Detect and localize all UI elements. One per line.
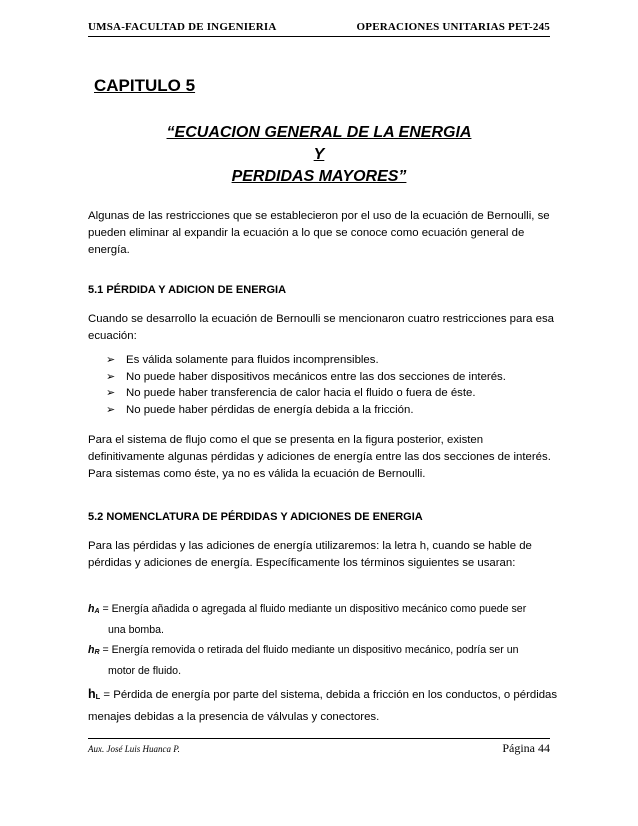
page-number: Página 44 [502, 741, 550, 755]
header-course: OPERACIONES UNITARIAS PET-245 [356, 21, 550, 33]
symbol-h: h [88, 603, 95, 615]
definition-hl [88, 684, 558, 727]
definition-continuation: motor de fluido. [108, 665, 182, 677]
footer-author: Aux. José Luis Huanca P. [88, 744, 180, 754]
section-2-heading: 5.2 NOMENCLATURA DE PÉRDIDAS Y ADICIONES DE ENERGIA [88, 511, 423, 523]
section-2-paragraph-1: Para las pérdidas y las adiciones de energía utilizaremos: la letra h, cuando se hable de pérdidas y adiciones de energía. Específicamente los términos siguientes se usaran: [88, 540, 532, 569]
arrow-bullet-icon: ➢ [106, 387, 116, 399]
intro-paragraph: Algunas de las restricciones que se establecieron por el uso de la ecuación de Bernoulli, se pueden eliminar al expandir la ecuación a lo que se conoce como ecuación general de energía. [88, 210, 550, 256]
list-item: ➢ No puede haber dispositivos mecánicos entre las dos secciones de interés. [106, 369, 556, 386]
title-line-1: “ECUACION GENERAL DE LA ENERGIA [166, 124, 472, 141]
symbol-subscript: A [94, 608, 100, 615]
symbol-subscript: L [95, 692, 101, 701]
arrow-bullet-icon: ➢ [106, 403, 116, 416]
list-item: ➢ Es válida solamente para fluidos incomprensibles. [106, 352, 556, 369]
chapter-title [88, 122, 550, 188]
section-1-paragraph-2: Para el sistema de flujo como el que se presenta en la figura posterior, existen definitivamente algunas pérdidas y adiciones de energía entre las dos secciones de interés. Para sistemas como éste, ya no es válida la ecuación de Bernoulli. [88, 434, 551, 480]
symbol-h: h [88, 687, 96, 701]
page-header [88, 20, 550, 37]
symbol-subscript: R [94, 649, 100, 656]
page-footer [88, 738, 550, 756]
definition-text: = Energía añadida o agregada al fluido mediante un dispositivo mecánico como puede ser [99, 603, 527, 615]
restrictions-list [106, 352, 556, 418]
definition-hr [88, 641, 558, 680]
section-1-paragraph-1: Cuando se desarrollo la ecuación de Bernoulli se mencionaron cuatro restricciones para esa ecuación: [88, 313, 555, 342]
symbol-h: h [88, 644, 95, 656]
definition-continuation: una bomba. [108, 624, 164, 636]
arrow-bullet-icon: ➢ [106, 354, 116, 366]
title-line-3: PERDIDAS MAYORES” [231, 168, 407, 185]
list-item: ➢ No puede haber pérdidas de energía debida a la fricción. [106, 402, 556, 419]
definition-ha [88, 600, 558, 639]
header-institution: UMSA-FACULTAD DE INGENIERIA [88, 21, 277, 33]
arrow-bullet-icon: ➢ [106, 370, 116, 383]
chapter-heading: CAPITULO 5 [94, 76, 196, 95]
list-item: ➢ No puede haber transferencia de calor hacia el fluido o fuera de éste. [106, 385, 556, 402]
title-line-2: Y [313, 146, 325, 163]
definition-text: = Pérdida de energía por parte del sistema, debida a fricción en los conductos, o pérdidas menajes debidas a la presencia de válvulas y conectores. [88, 689, 558, 723]
section-1-heading: 5.1 PÉRDIDA Y ADICION DE ENERGIA [88, 284, 287, 296]
definition-text: = Energía removida o retirada del fluido mediante un dispositivo mecánico, podría ser un [99, 644, 519, 656]
